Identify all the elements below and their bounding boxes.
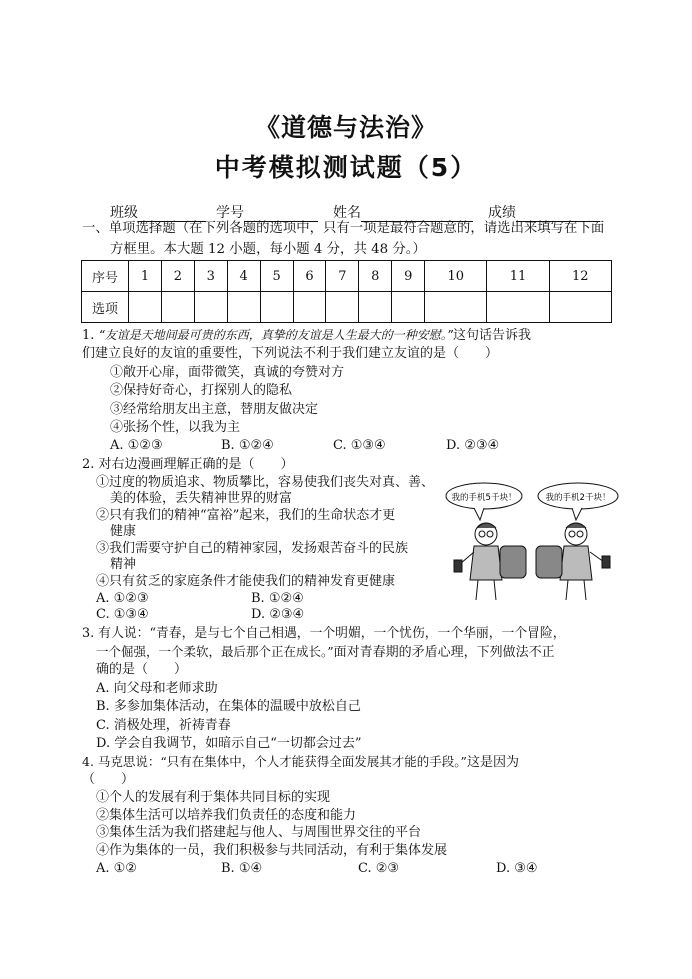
question-4-stem-line1: 4. 马克思说：“只有在集体中，个人才能获得全面发展其才能的手段。”这是因为 xyxy=(82,754,519,770)
table-cell-number: 6 xyxy=(293,261,326,292)
question-2-choice-a: A. ①②③ xyxy=(96,591,149,606)
answer-cell[interactable] xyxy=(293,292,326,323)
question-2-option-cont: 精神 xyxy=(110,557,137,572)
question-3-stem-line3: 确的是（ ） xyxy=(96,662,188,677)
question-2-option: ①过度的物质追求、物质攀比，容易使我们丧失对真、善、 xyxy=(96,475,435,490)
table-row-numbers xyxy=(82,261,612,292)
question-1-option: ①敞开心扉，面带微笑，真诚的夸赞对方 xyxy=(110,365,345,380)
table-cell-number: 10 xyxy=(425,261,487,292)
question-1-option: ④张扬个性，以我为主 xyxy=(110,420,241,435)
question-2-option-cont: 美的体验，丢失精神世界的财富 xyxy=(110,491,293,506)
table-cell-number: 1 xyxy=(129,261,162,292)
answer-cell[interactable] xyxy=(129,292,162,323)
name-field[interactable]: 姓名 xyxy=(333,202,473,222)
question-2-option: ③我们需要守护自己的精神家园，发扬艰苦奋斗的民族 xyxy=(96,541,409,556)
question-3-choice-d: D. 学会自我调节，如暗示自己“一切都会过去” xyxy=(96,736,362,751)
answer-cell[interactable] xyxy=(161,292,194,323)
question-1-stem-line2: 们建立良好的友谊的重要性，下列说法不利于我们建立友谊的是（ ） xyxy=(82,346,499,361)
document-subtitle: 中考模拟测试题（5） xyxy=(214,153,478,182)
question-2-choice-b: B. ①②④ xyxy=(251,591,304,606)
cartoon-svg xyxy=(444,476,619,604)
question-2-option: ④只有贫乏的家庭条件才能使我们的精神发育更健康 xyxy=(96,574,396,589)
question-1-choice-c: C. ①③④ xyxy=(333,438,386,453)
question-1-stem-line1: 1. “友谊是天地间最可贵的东西，真挚的友谊是人生最大的一种安慰。”这句话告诉我 xyxy=(82,328,531,343)
question-2-choice-c: C. ①③④ xyxy=(96,607,149,622)
table-cell-number: 8 xyxy=(359,261,392,292)
table-row-answers xyxy=(82,292,612,323)
question-4-choice-a: A. ①② xyxy=(96,861,137,876)
section-heading-line2: 方框里。本大题 12 小题，每小题 4 分，共 48 分。） xyxy=(110,242,426,257)
question-4-choice-d: D. ③④ xyxy=(496,861,538,876)
question-2-option-cont: 健康 xyxy=(110,524,137,539)
cartoon-illustration xyxy=(444,476,619,604)
answer-cell[interactable] xyxy=(549,292,611,323)
bubble-left-text: 我的手机5千块！ xyxy=(451,493,517,503)
question-4-choice-b: B. ①④ xyxy=(221,861,263,876)
answer-cell[interactable] xyxy=(326,292,359,323)
question-4-choice-c: C. ②③ xyxy=(358,861,400,876)
answer-cell[interactable] xyxy=(359,292,392,323)
answer-cell[interactable] xyxy=(194,292,227,323)
table-cell-number: 3 xyxy=(194,261,227,292)
answer-cell[interactable] xyxy=(487,292,549,323)
number-field[interactable]: 学号 xyxy=(216,202,318,222)
table-cell-number: 7 xyxy=(326,261,359,292)
question-1-choice-a: A. ①②③ xyxy=(110,438,163,453)
answer-cell[interactable] xyxy=(425,292,487,323)
answer-table xyxy=(81,260,612,323)
question-4-option: ④作为集体的一员，我们积极参与共同活动，有利于集体发展 xyxy=(96,843,448,858)
boy-right-figure xyxy=(536,523,610,600)
table-cell-number: 4 xyxy=(227,261,260,292)
boy-left-figure xyxy=(454,523,526,600)
bubble-right-text: 我的手机2千块！ xyxy=(545,493,611,503)
question-4-stem-line2: （ ） xyxy=(82,772,135,787)
question-2-option: ②只有我们的精神“富裕”起来，我们的生命状态才更 xyxy=(96,508,396,523)
table-header-number: 序号 xyxy=(82,261,129,292)
section-heading-line1: 一、单项选择题（在下列各题的选项中，只有一项是最符合题意的，请选出来填写在下面 xyxy=(82,221,605,236)
table-cell-number: 9 xyxy=(392,261,425,292)
question-3-choice-b: B. 多参加集体活动，在集体的温暖中放松自己 xyxy=(96,699,361,714)
question-3-stem-line2: 一个倔强，一个柔软，最后那个正在成长。”面对青春期的矛盾心理，下列做法不正 xyxy=(96,644,555,660)
document-title: 《道德与法治》 xyxy=(254,113,437,142)
class-field[interactable]: 班级 xyxy=(110,202,206,222)
answer-cell[interactable] xyxy=(260,292,293,323)
question-4-option: ①个人的发展有利于集体共同目标的实现 xyxy=(96,790,331,805)
table-cell-number: 12 xyxy=(549,261,611,292)
question-1-choice-b: B. ①②④ xyxy=(221,438,274,453)
question-4-option: ③集体生活为我们搭建起与他人、与周围世界交往的平台 xyxy=(96,825,422,840)
question-3-choice-c: C. 消极处理，祈祷青春 xyxy=(96,718,231,733)
question-2-choice-d: D. ②③④ xyxy=(251,607,305,622)
score-field[interactable]: 成绩 xyxy=(488,202,600,222)
question-1-option: ③经常给朋友出主意，替朋友做决定 xyxy=(110,402,319,417)
table-cell-number: 5 xyxy=(260,261,293,292)
table-cell-number: 11 xyxy=(487,261,549,292)
question-2-stem: 2. 对右边漫画理解正确的是（ ） xyxy=(82,457,294,472)
question-3-choice-a: A. 向父母和老师求助 xyxy=(96,681,218,696)
question-4-option: ②集体生活可以培养我们负责任的态度和能力 xyxy=(96,808,357,823)
table-header-answer: 选项 xyxy=(82,292,129,323)
question-3-stem-line1: 3. 有人说：“青春，是与七个自己相遇，一个明媚，一个忧伤，一个华丽，一个冒险， xyxy=(82,626,566,641)
answer-cell[interactable] xyxy=(227,292,260,323)
question-1-option: ②保持好奇心，打探别人的隐私 xyxy=(110,383,293,398)
answer-cell[interactable] xyxy=(392,292,425,323)
question-1-choice-d: D. ②③④ xyxy=(446,438,500,453)
table-cell-number: 2 xyxy=(161,261,194,292)
